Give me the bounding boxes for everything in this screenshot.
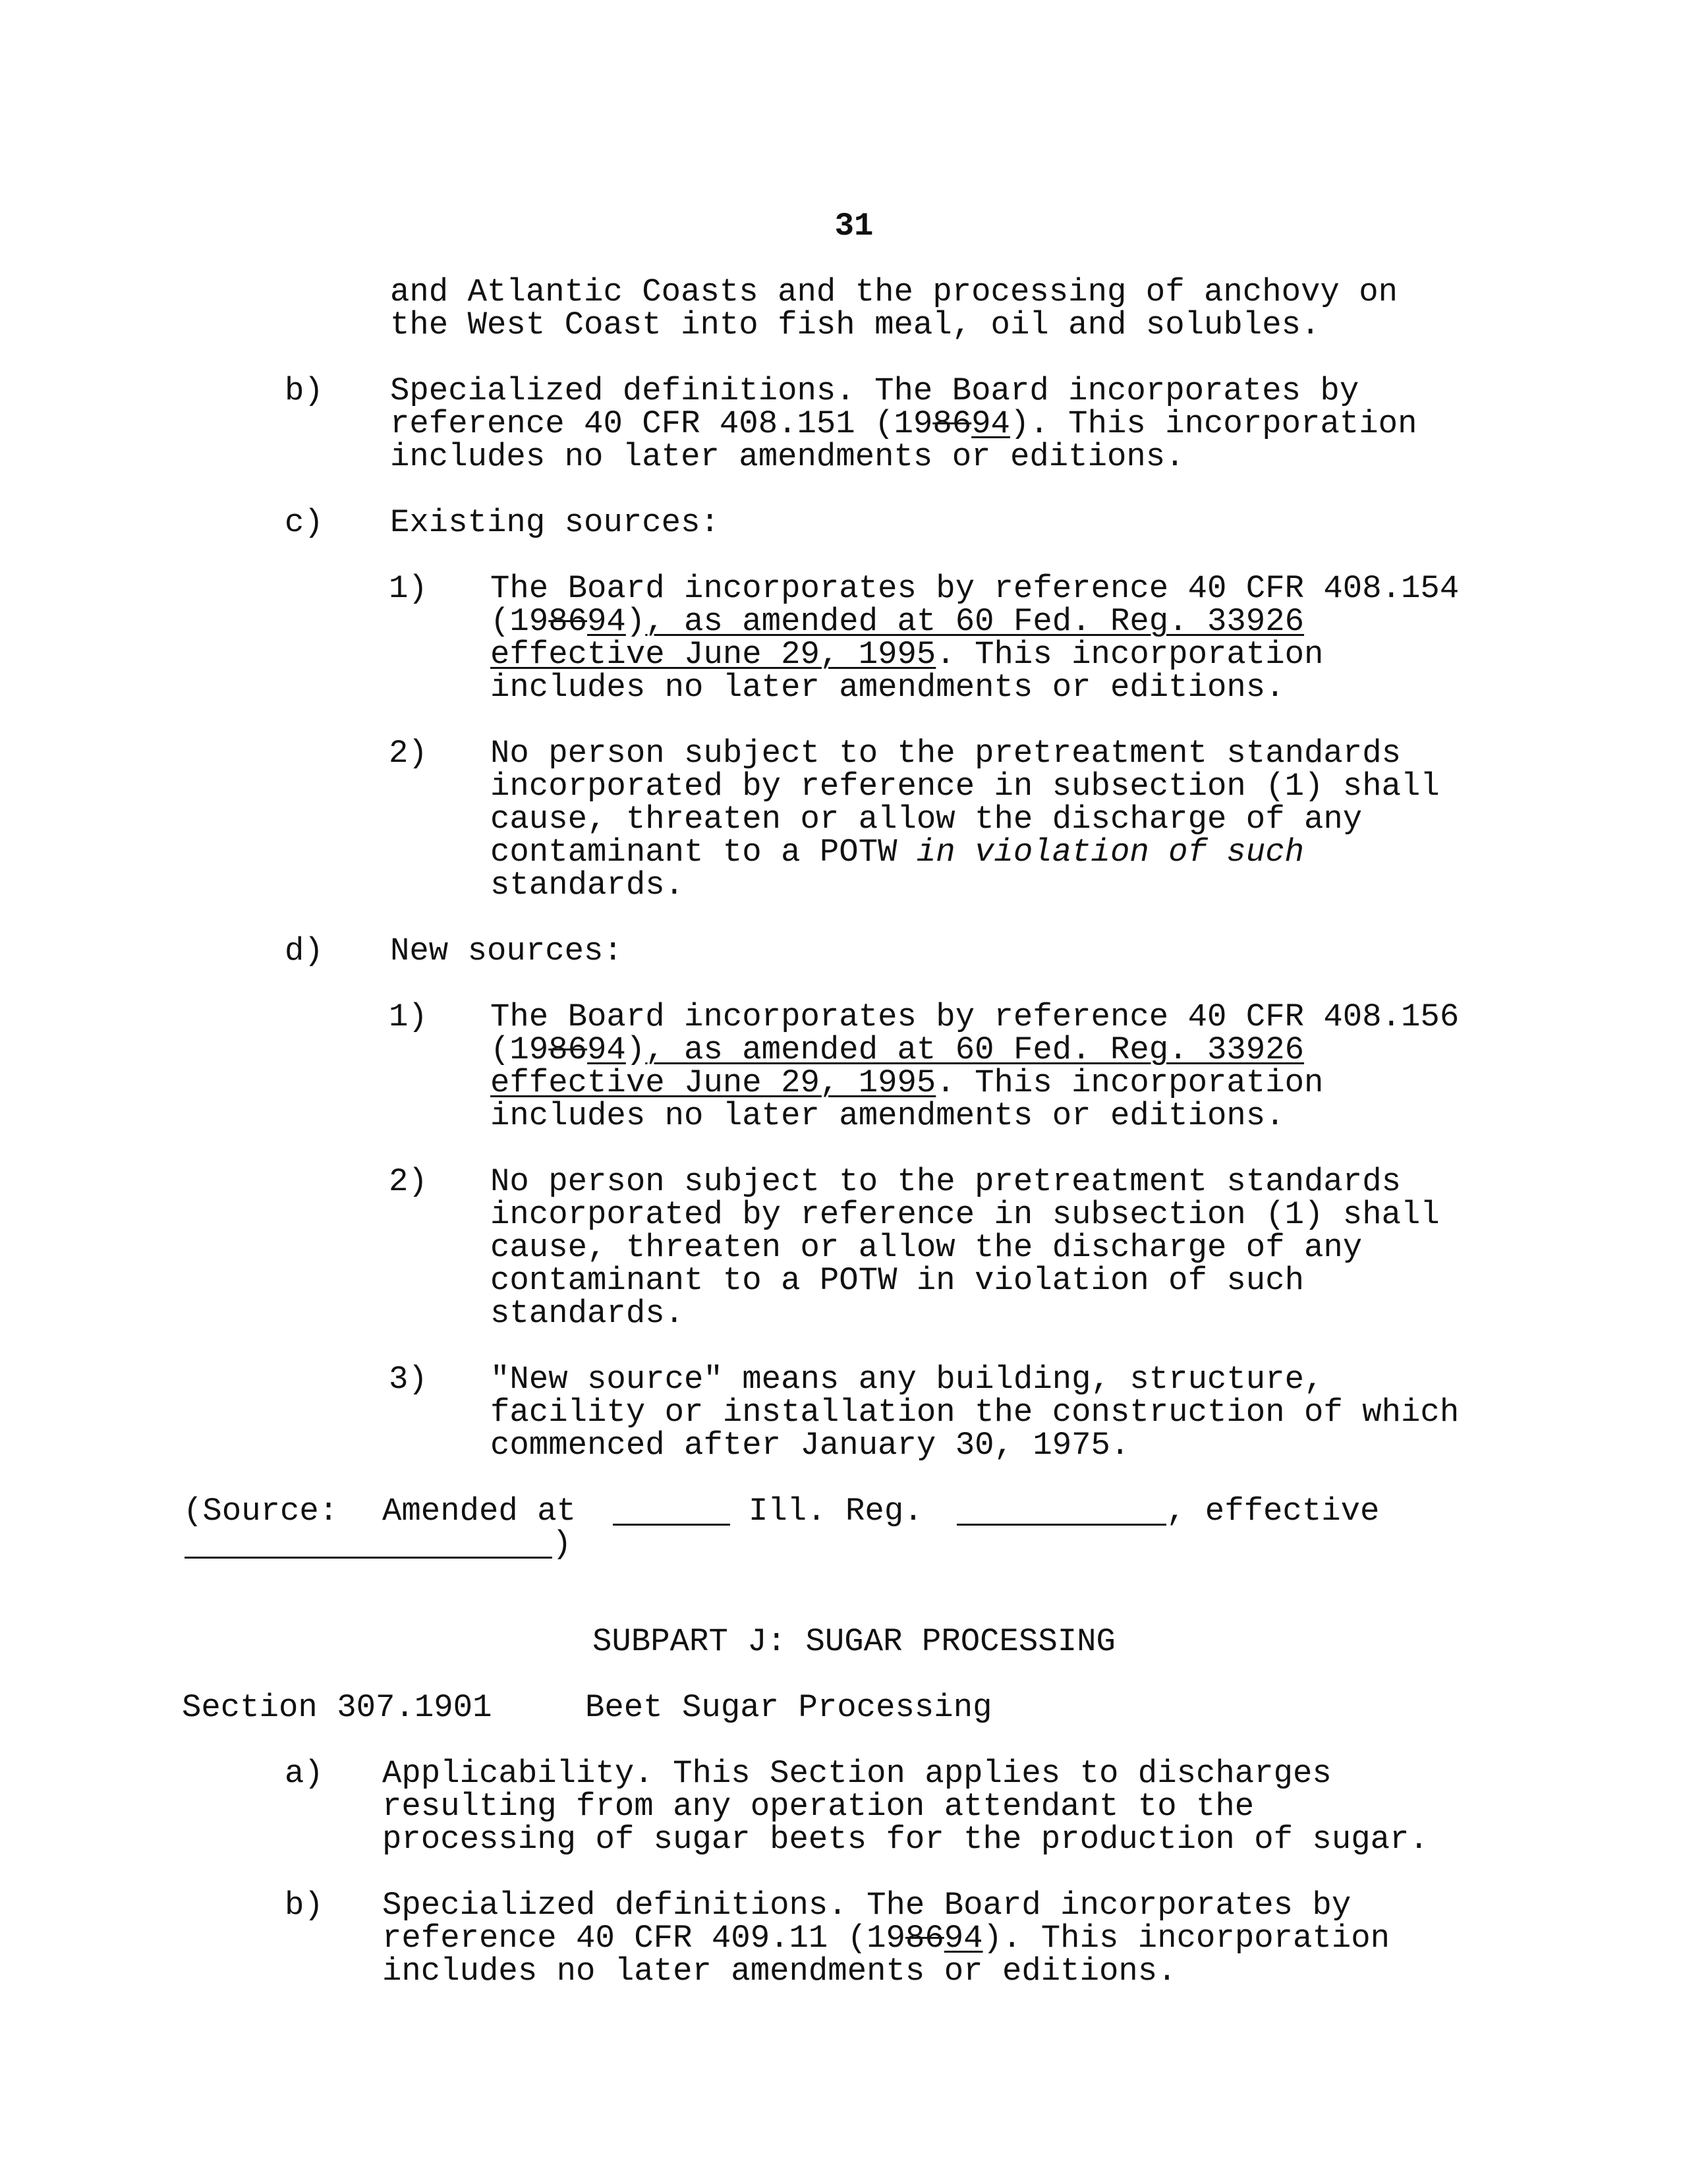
struck-text: 86 [932, 405, 972, 442]
source-ill-reg: Ill. Reg. [749, 1493, 923, 1530]
text-segment: ). This incorporation [1010, 405, 1417, 442]
section-b-line-2 [390, 407, 1417, 440]
section-j-b-line-1: Specialized definitions. The Board incorporates by [382, 1887, 1352, 1924]
italic-text: in violation of such [916, 834, 1305, 871]
section-d-item-1-label: 1) [389, 998, 428, 1035]
section-j-a-label: a) [285, 1755, 324, 1792]
date-blank-line [185, 1530, 552, 1559]
struck-text: 86 [548, 603, 588, 640]
section-d-item-2-line-4: contaminant to a POTW in violation of such [490, 1262, 1305, 1299]
struck-text: 86 [905, 1920, 944, 1957]
text-segment: . This incorporation [936, 636, 1324, 673]
section-c-item-1-line-1: The Board incorporates by reference 40 CFR 408.154 [490, 570, 1460, 607]
volume-blank-line [613, 1497, 730, 1526]
section-d-item-2-line-2: incorporated by reference in subsection (1) shall [490, 1196, 1440, 1233]
inserted-text: 94 [587, 603, 626, 640]
section-c-item-1-label: 1) [389, 570, 428, 607]
section-j-b-line-3: includes no later amendments or editions. [382, 1953, 1177, 1990]
section-j-a-line-3: processing of sugar beets for the production of sugar. [382, 1821, 1429, 1858]
section-title: Beet Sugar Processing [585, 1689, 992, 1726]
section-d-item-1-line-1: The Board incorporates by reference 40 CFR 408.156 [490, 998, 1460, 1035]
section-b-line-1: Specialized definitions. The Board incorporates by [390, 372, 1359, 409]
source-close: ) [552, 1526, 572, 1563]
section-j-b-line-2 [382, 1922, 1390, 1955]
text-segment: . This incorporation [936, 1064, 1324, 1101]
page-blank-line [957, 1497, 1166, 1526]
inserted-text: effective June 29, 1995 [490, 1064, 936, 1101]
section-d-item-3-line-3: commenced after January 30, 1975. [490, 1427, 1130, 1464]
inserted-text: , as amended at 60 Fed. Reg. 33926 [645, 603, 1305, 640]
section-c-item-2-line-3: cause, threaten or allow the discharge of any [490, 801, 1363, 838]
source-amended-at: Amended at [382, 1493, 577, 1530]
section-c-item-2-line-1: No person subject to the pretreatment standards [490, 735, 1402, 772]
section-j-a-line-1: Applicability. This Section applies to discharges [382, 1755, 1332, 1792]
section-d-item-2-label: 2) [389, 1163, 428, 1200]
section-d-item-3-label: 3) [389, 1361, 428, 1398]
section-c-item-2-line-2: incorporated by reference in subsection (1) shall [490, 768, 1440, 805]
section-number: Section 307.1901 [182, 1689, 492, 1726]
intro-line-2: the West Coast into fish meal, oil and solubles. [390, 306, 1321, 343]
source-effective: , effective [1166, 1493, 1380, 1530]
inserted-text: , as amended at 60 Fed. Reg. 33926 [645, 1031, 1305, 1068]
section-d-item-3-line-2: facility or installation the construction of which [490, 1394, 1460, 1431]
text-segment: (19 [490, 603, 549, 640]
section-c-item-2-label: 2) [389, 735, 428, 772]
section-j-a-line-2: resulting from any operation attendant to the [382, 1788, 1255, 1825]
intro-line-1: and Atlantic Coasts and the processing of anchovy on [390, 273, 1398, 310]
section-c-item-1-line-4: includes no later amendments or editions. [490, 669, 1285, 706]
section-d-item-2-line-1: No person subject to the pretreatment standards [490, 1163, 1402, 1200]
section-c-item-1-line-2 [490, 605, 1304, 638]
page-number: 31 [834, 208, 874, 244]
text-segment: ). This incorporation [982, 1920, 1390, 1957]
text-segment: ) [625, 1031, 646, 1068]
section-d-item-2-line-3: cause, threaten or allow the discharge of any [490, 1229, 1363, 1266]
inserted-text: 94 [587, 1031, 626, 1068]
section-c-item-2-line-4 [490, 836, 1304, 869]
section-d-item-1-line-2 [490, 1033, 1304, 1066]
inserted-text: 94 [971, 405, 1010, 442]
struck-text: 86 [548, 1031, 588, 1068]
text-segment: ) [625, 603, 646, 640]
section-d-item-3-line-1: "New source" means any building, structure, [490, 1361, 1324, 1398]
section-d-item-1-line-4: includes no later amendments or editions. [490, 1097, 1285, 1134]
inserted-text: effective June 29, 1995 [490, 636, 936, 673]
text-segment: reference 40 CFR 408.151 (19 [390, 405, 933, 442]
section-d-label: d) [285, 933, 324, 969]
section-d-item-2-line-5: standards. [490, 1295, 685, 1332]
text-segment: (19 [490, 1031, 549, 1068]
inserted-text: 94 [944, 1920, 983, 1957]
source-open: (Source: [183, 1493, 339, 1530]
section-b-line-3: includes no later amendments or editions. [390, 438, 1185, 475]
section-b-label: b) [285, 372, 324, 409]
text-segment: contaminant to a POTW [490, 834, 917, 871]
text-segment: reference 40 CFR 409.11 (19 [382, 1920, 905, 1957]
section-c-title: Existing sources: [390, 504, 720, 541]
subpart-heading: SUBPART J: SUGAR PROCESSING [592, 1623, 1116, 1660]
section-d-item-1-line-3 [490, 1066, 1323, 1099]
section-c-label: c) [285, 504, 324, 541]
section-j-b-label: b) [285, 1887, 324, 1924]
section-c-item-1-line-3 [490, 638, 1323, 671]
section-c-item-2-line-5: standards. [490, 867, 685, 904]
section-d-title: New sources: [390, 933, 623, 969]
